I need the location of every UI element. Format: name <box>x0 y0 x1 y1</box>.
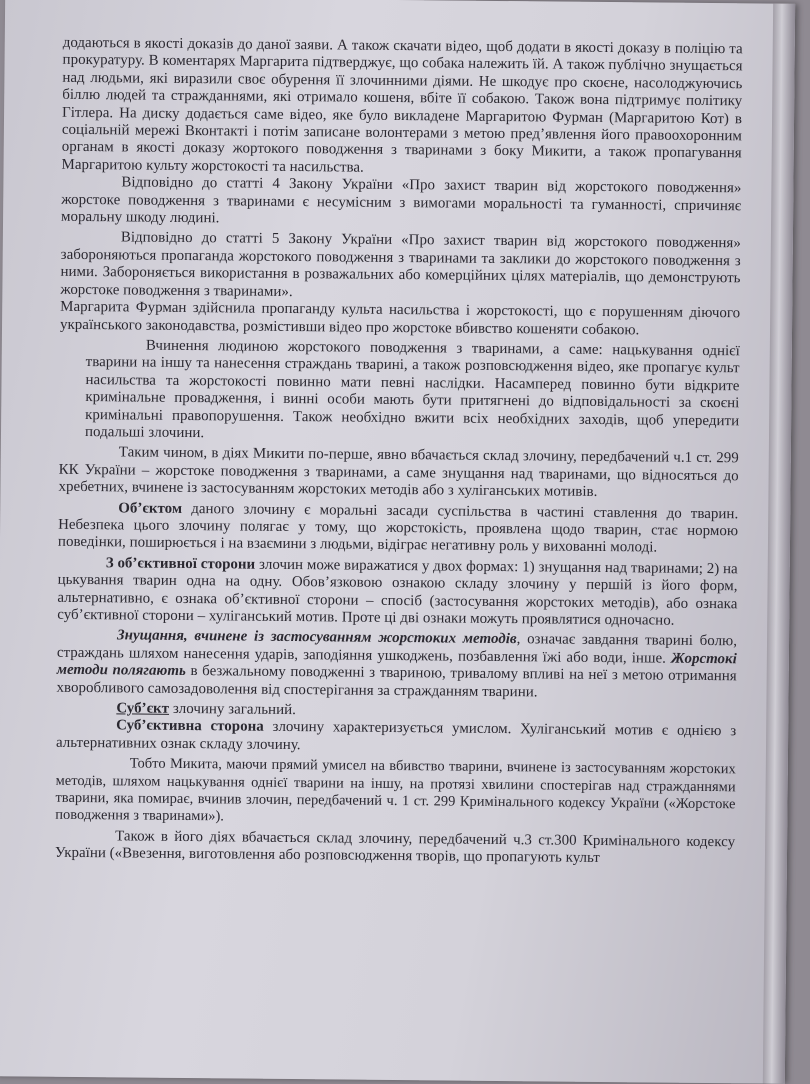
subject-text: злочину загальний. <box>169 700 297 719</box>
subjective-side-text: злочину характеризується умислом. Хуліганський мотив є однією з альтернативних ознак складу злочину. <box>55 719 737 753</box>
paragraph-1: додаються в якості доказів до даної заяви. А також скачати відео, щоб додати в якості доказу в поліцію та прокуратуру. В коментарях Маргарита підтверджує, що собака належить їй. А також публічно знущається над людьми, які виразили своє обурення її злочинними діями. Не шкодує про скоєне, насолоджуючись біллю людей та стражданнями, які отримало кошеня, вбіте її собакою. Також вона підтримує політику Гітлера. На диску додається саме відео, яке було викладене Маргаритою Фурман (Маргаритою Кот) в соціальній мережі Вконтакті і потім записане волонтерами з метою пред’явлення його правоохоронним органам в якості доказу жортокого поводження з тваринами з боку Микити, а також пропагування Маргаритою культу жорстокості та насильства. <box>61 34 743 176</box>
paragraph-final: Також в його діях вбачається склад злочину, передбачений ч.3 ст.300 Кримінального кодексу України («Ввезення, виготовлення або розповсюдження творів, що пропагують культ <box>54 828 736 867</box>
subjective-side-lead: Суб’єктивна сторона <box>116 717 264 736</box>
paragraph-4: Маргарита Фурман здійснила пропаганду культа насильства і жорстокості, що є порушенням діючого українського законодавства, розмістивши відео про жорстоке вбивство кошеняти собакою. <box>59 298 741 338</box>
paragraph-3: Відповідно до статті 5 Закону України «Про захист тварин від жорстокого поводження» забороняються пропаганда жорстокого поводження з тваринами та заклики до жорстокого поводження з ними. Забороняється використання в розважальних або комерційних цілях матеріалів, що демонструють жорстоке поводження з тваринами». <box>60 229 741 300</box>
objective-side-text: злочин може виражатися у двох формах: 1) знущання над тваринами; 2) на цькування тварин одна на одну. Обов’язковою ознакою складу злочину у першій із його форм, альтернативно, є ознака об’єктивної сторони – спосіб (застосування жорстоких методів), або ознака суб’єктивної сторони – хуліганський мотив. Проте ці дві ознаки можуть проявлятися одночасно. <box>57 556 738 629</box>
page-edge <box>763 4 795 1084</box>
paragraph-abuse <box>56 627 737 703</box>
paragraph-objective-side <box>57 555 738 631</box>
paragraph-5: Вчинення людиною жорстокого поводження з тваринами, а саме: нацькування однієї тварини на іншу та нанесення страждань тварині, а також розповсюдження відео, яке пропагує культ насильства та жорстокості повинно мати певні наслідки. Насамперед повинно бути відкрите кримінальне провадження, і винні особи мають бути притягнені до відповідальності за скоєні кримінальні правопорушення. Також необхідно вжити всіх необхідних заходів, щоб упередити подальші злочини. <box>84 337 740 442</box>
object-lead: Об’єктом <box>118 499 183 517</box>
cruel-methods-lead: Жорстокі методи полягають <box>56 650 737 680</box>
paragraph-object <box>58 499 738 558</box>
paragraph-6: Таким чином, в діях Микити по-перше, явно вбачається склад злочину, передбачений ч.1 ст. 299 КК України – жорстоке поводження з тваринами, а саме знущання над тваринами, що відносяться до хребетних, вчинене із застосуванням жорстоких методів або з хуліганських мотивів. <box>58 444 739 501</box>
paragraph-conclusion: Тобто Микита, маючи прямий умисел на вбивство тварини, вчинене із застосуванням жорстоких методів, шляхом нацькування однієї тварини на іншу, на протязі хвилини спостерігав над стражданнями тварини, яка помирає, вчинив злочин, передбачений ч. 1 ст. 299 Кримінального кодексу України («Жорстоке поводження з тваринами»). <box>55 755 736 825</box>
document-body <box>55 35 743 869</box>
cruel-methods-text: в безжальному поводженні з твариною, тривалому впливі на неї з метою отримання хворобливого самозадоволення від спостерігання за стражданням тварини. <box>56 663 737 700</box>
object-text: даного злочину є моральні засади суспільства в частині ставлення до тварин. Небезпека цього злочину полягає у тому, що жорстокість, проявлена щодо тварин, стає нормою поведінки, поширюється і на взаємини з людьми, відіграє негативну роль у вихованні молоді. <box>57 500 739 556</box>
paragraph-2: Відповідно до статті 4 Закону України «Про захист тварин від жорстокого поводження» жорстоке поводження з тваринами є несумісним з вимогами моральності та гуманності, спричиняє моральну шкоду людині. <box>61 174 742 227</box>
paragraph-subjective-side <box>56 717 736 758</box>
abuse-text: , означає завдання тварині болю, страждань шляхом нанесення ударів, заподіяння ушкоджень, позбавлення їжі або води, інше. <box>56 631 738 667</box>
abuse-lead: Знущання, вчинене із застосуванням жорстоких методів <box>116 627 517 648</box>
subject-lead: Суб’єкт <box>116 700 170 717</box>
objective-side-lead: З об’єктивної сторони <box>105 555 256 573</box>
